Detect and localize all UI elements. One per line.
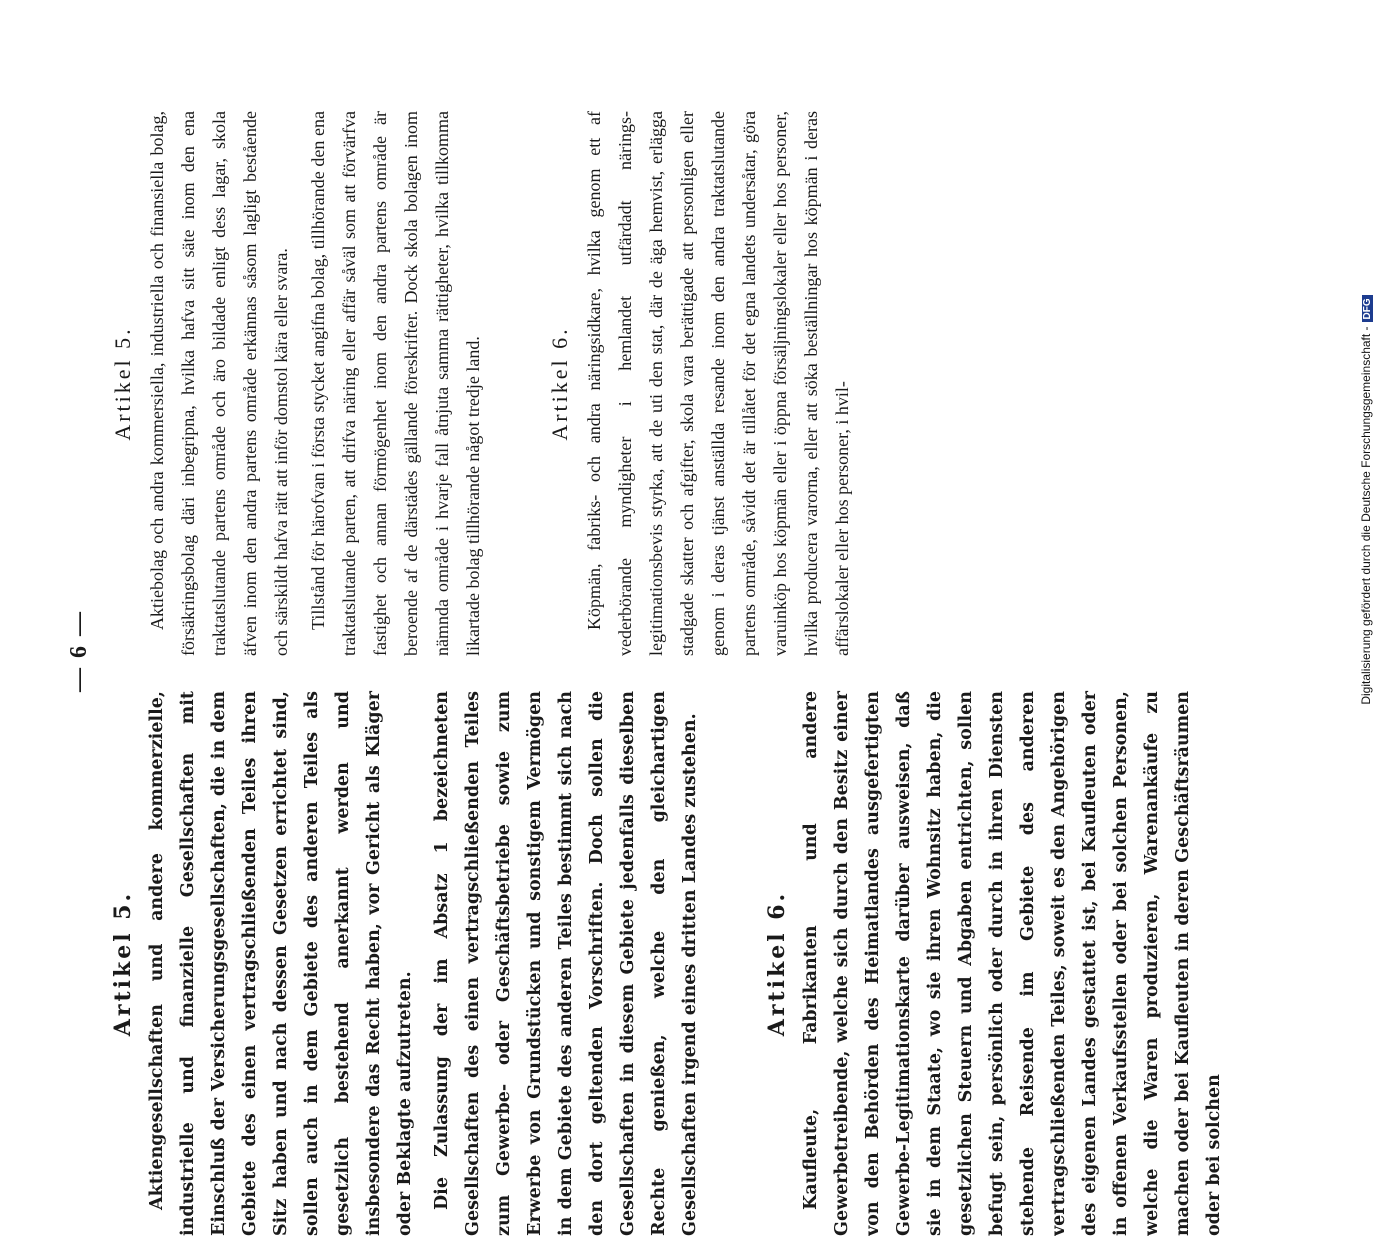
swedish-article-5-paragraph-1: Aktiebolag och andra kommersiella, industriella och finansiella bolag, försäkringsbolag däri inbegripna, hvilka hafva sitt säte inom den ena traktatslutande partens område och äro bildade enligt dess lagar, skola äfven inom den andra partens område erkännas såsom lagligt bestående och särskildt hafva rätt att inför domstol kära eller svara. <box>147 111 291 656</box>
dfg-logo: DFG <box>1362 295 1373 322</box>
swedish-article-6-paragraph-1: Köpmän, fabriks- och andra näringsidkare, hvilka genom ett af vederbörande myndigheter i hemlandet utfärdadt närings-legitimationsbevis styrka, att de uti den stat, där de äga hemvist, erlägga stadgade skatter och afgifter, skola vara berättigade att personligen eller genom i deras tjänst anställda resande inom den andra traktatslutande partens område, såvidt det är tillåtet för det egna landets undersåtar, göra varuinköp hos köpmän eller i öppna försäljningslokaler eller hos personer, hvilka producera varorna, eller att söka beställningar hos köpmän i deras affärslokaler eller hos personer, i hvil- <box>584 111 852 656</box>
german-article-5-paragraph-1: Aktiengesellschaften und andere kommerzielle, industrielle und finanzielle Gesellschaften mit Einschluß der Versicherungsgesellschaften, die in dem Gebiete des einen vertragschließenden Teiles ihren Sitz haben und nach dessen Gesetzen errichtet sind, sollen auch in dem Gebiete des anderen Teiles als gesetzlich bestehend anerkannt werden und insbesondere das Recht haben, vor Gericht als Kläger oder Beklagte aufzutreten. <box>147 691 415 1236</box>
german-article-6 <box>764 691 1230 1236</box>
digitization-attribution <box>1355 8 1377 992</box>
german-article-6-title: Artikel 6. <box>764 890 790 1037</box>
rotated-page <box>66 0 1224 1236</box>
swedish-article-6-title: Artikel 6. <box>547 326 572 441</box>
swedish-article-6 <box>547 111 858 656</box>
german-article-6-paragraph-1: Kaufleute, Fabrikanten und andere Gewerbetreibende, welche sich durch den Besitz einer von den Behörden des Heimatlandes ausgefertigten Gewerbe-Legitimationskarte darüber ausweisen, daß sie in dem Staate, wo sie ihren Wohnsitz haben, die gesetzlichen Steuern und Abgaben entrichten, sollen befugt sein, persönlich oder durch in ihren Diensten stehende Reisende im Gebiete des anderen vertragschließenden Teiles, soweit es den Angehörigen des eigenen Landes gestattet ist, bei Kaufleuten oder in offenen Verkaufsstellen oder bei solchen Personen, welche die Waren produzieren, Warenankäufe zu machen oder bei Kaufleuten in deren Geschäftsräumen oder bei solchen <box>801 691 1224 1236</box>
page-content <box>66 66 1224 1236</box>
swedish-article-5 <box>110 111 489 656</box>
german-article-5 <box>110 691 706 1236</box>
attribution-text-row <box>1359 8 1373 992</box>
swedish-column <box>110 111 916 656</box>
german-column <box>110 691 1288 1236</box>
swedish-article-5-paragraph-2: Tillstånd för härofvan i första stycket angifna bolag, tillhörande den ena traktatslutande parten, att drifva näring eller affär såväl som att förvärfva fastighet och annan förmögenhet inom den andra partens område är beroende af de därstädes gällande föreskrifter. Dock skola bolagen inom nämnda område i hvarje fall åtnjuta samma rättigheter, hvilka tillkomma likartade bolag tillhörande något tredje land. <box>308 111 483 656</box>
swedish-article-5-title: Artikel 5. <box>110 326 135 441</box>
page-number: — 6 — <box>66 610 92 692</box>
german-article-5-paragraph-2: Die Zulassung der im Absatz 1 bezeichneten Gesellschaften des einen vertragschließenden Teiles zum Gewerbe- oder Geschäftsbetriebe sowie zum Erwerbe von Grundstücken und sonstigem Vermögen in dem Gebiete des anderen Teiles bestimmt sich nach den dort geltenden Vorschriften. Doch sollen die Gesellschaften in diesem Gebiete jedenfalls dieselben Rechte genießen, welche den gleichartigen Gesellschaften irgend eines dritten Landes zustehen. <box>432 691 700 1236</box>
attribution-text: Digitalisierung gefördert durch die Deutsche Forschungsgemeinschaft - <box>1359 326 1373 705</box>
german-article-5-title: Artikel 5. <box>110 890 136 1037</box>
